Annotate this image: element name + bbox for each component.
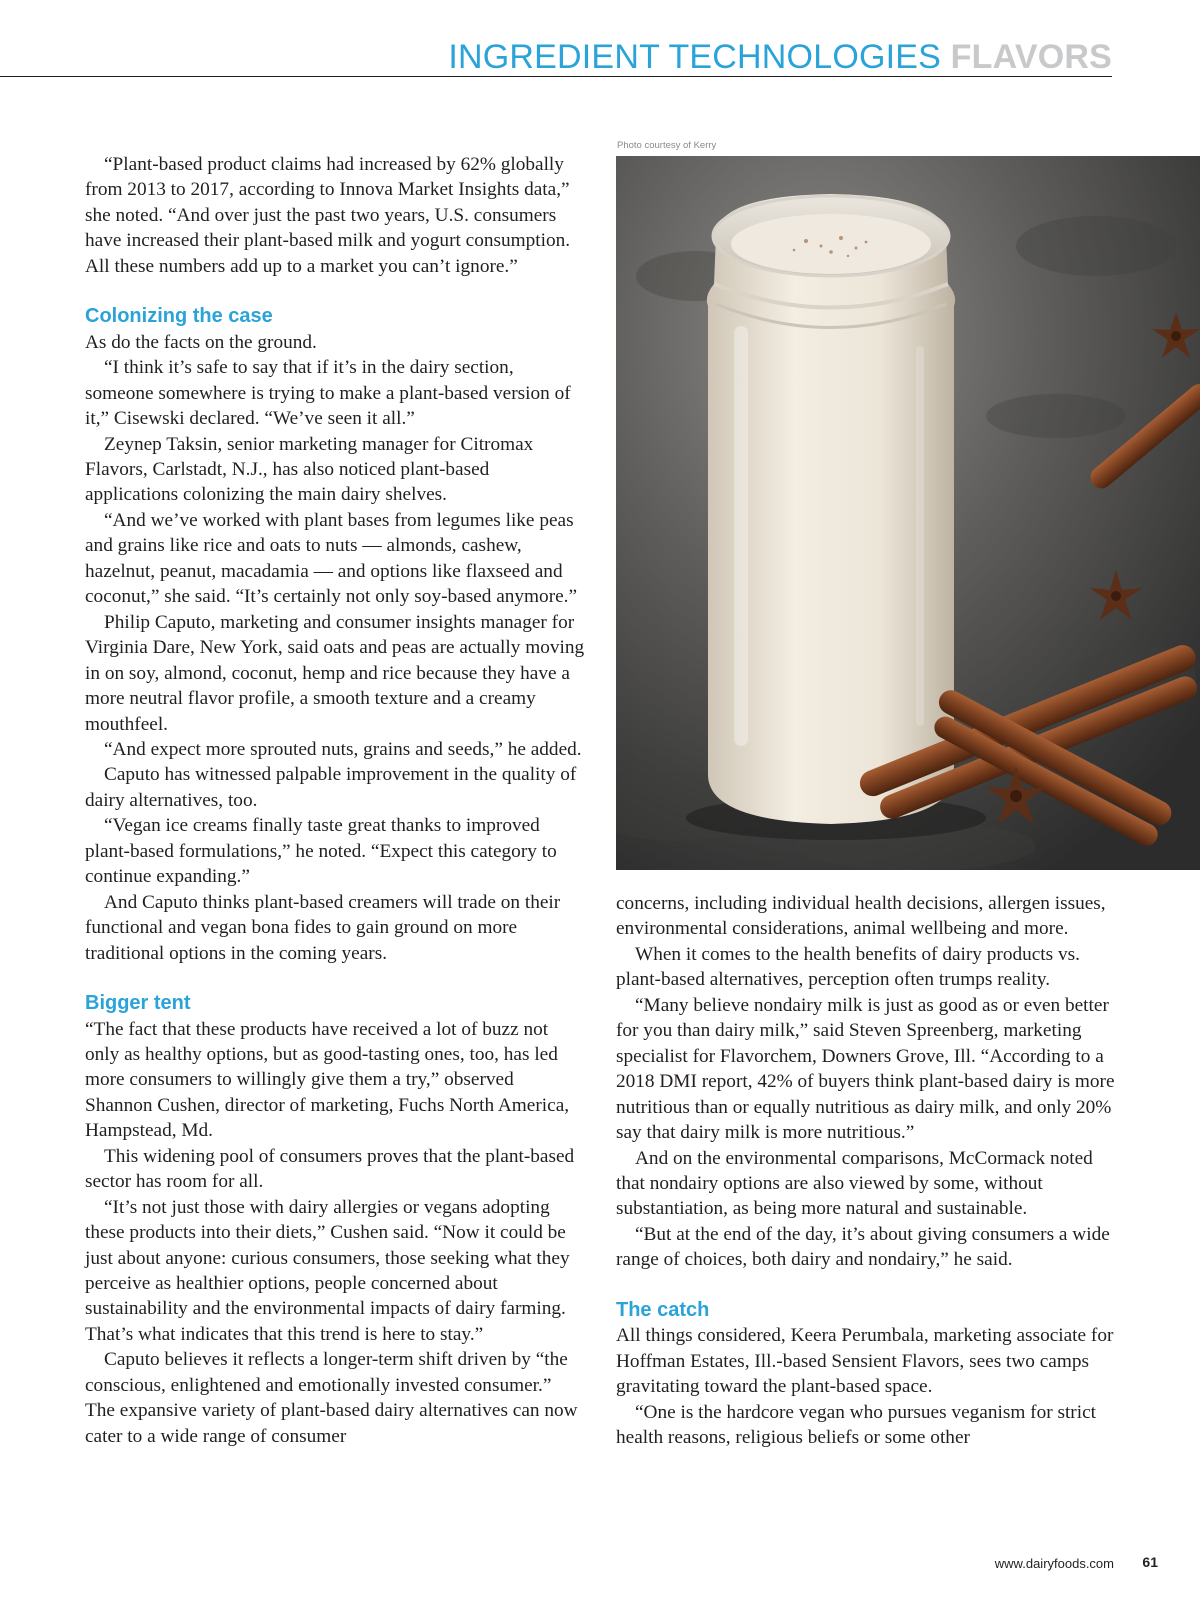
subhead-bigger-tent: Bigger tent — [85, 992, 191, 1015]
subhead-colonizing: Colonizing the case — [85, 305, 273, 328]
subsection-title: FLAVORS — [950, 38, 1112, 76]
paragraph: concerns, including individual health decisions, allergen issues, environmental considerations, animal wellbeing and more. — [616, 893, 1106, 940]
subhead-the-catch: The catch — [616, 1298, 710, 1321]
paragraph: “But at the end of the day, it’s about giving consumers a wide range of choices, both dairy and nondairy,” he said. — [616, 1223, 1110, 1271]
paragraph: Caputo has witnessed palpable improvement in the quality of dairy alternatives, too. — [85, 764, 577, 811]
paragraph: “Vegan ice creams finally taste great thanks to improved plant-based formulations,” he noted. “Expect this category to continue expanding.” — [85, 815, 557, 888]
paragraph: Philip Caputo, marketing and consumer insights manager for Virginia Dare, New York, said oats and peas are actually moving in on soy, almond, coconut, hemp and rice because they have a more neutral flavor profile, a smooth texture and a creamy mouthfeel. — [85, 611, 585, 735]
page-number: 61 — [1142, 1554, 1158, 1570]
section-title: INGREDIENT TECHNOLOGIES — [448, 38, 942, 76]
paragraph: Caputo believes it reflects a longer-term shift driven by “the conscious, enlightened and emotionally invested consumer.” The expansive variety of plant-based dairy alternatives can now cater to a wide range of consumer — [85, 1349, 578, 1447]
paragraph: And on the environmental comparisons, McCormack noted that nondairy options are also viewed by some, without substantiation, as being more natural and sustainable. — [616, 1147, 1093, 1220]
paragraph: Zeynep Taksin, senior marketing manager for Citromax Flavors, Carlstadt, N.J., has also noticed plant-based applications colonizing the main dairy shelves. — [85, 433, 534, 506]
paragraph: As do the facts on the ground. — [85, 331, 317, 353]
paragraph: “It’s not just those with dairy allergies or vegans adopting these products into their diets,” Cushen said. “Now it could be just about anyone: curious consumers, those seeking what they perceive as healthier options, people concerned about sustainability and the environmental impacts of dairy farming. That’s what indicates that this trend is here to stay.” — [85, 1196, 570, 1345]
paragraph: All things considered, Keera Perumbala, marketing associate for Hoffman Estates, Ill.-based Sensient Flavors, sees two camps gravitating toward the plant-based space. — [616, 1325, 1114, 1398]
photo-plant-milk-jar — [616, 156, 1200, 870]
paragraph: When it comes to the health benefits of dairy products vs. plant-based alternatives, perception often trumps reality. — [616, 943, 1080, 991]
paragraph: “And expect more sprouted nuts, grains and seeds,” he added. — [104, 738, 582, 760]
left-column — [85, 152, 585, 1449]
paragraph: “One is the hardcore vegan who pursues veganism for strict health reasons, religious beliefs or some other — [616, 1401, 1096, 1449]
paragraph: “The fact that these products have received a lot of buzz not only as healthy options, but as good-tasting ones, too, has led more consumers to willingly give them a try,” observed Shannon Cushen, director of marketing, Fuchs North America, Hampstead, Md. — [85, 1018, 570, 1142]
footer-website: www.dairyfoods.com — [994, 1556, 1114, 1571]
photo-credit: Photo courtesy of Kerry — [617, 140, 717, 151]
paragraph: This widening pool of consumers proves that the plant-based sector has room for all. — [85, 1145, 575, 1193]
paragraph: “Many believe nondairy milk is just as good as or even better for you than dairy milk,” said Steven Spreenberg, marketing specialist for Flavorchem, Downers Grove, Ill. “According to a 2018 DMI report, 42% of buyers think plant-based dairy is more nutritious than or equally nutritious as dairy milk, and only 20% say that dairy milk is more nutritious.” — [616, 994, 1115, 1144]
paragraph: “I think it’s safe to say that if it’s in the dairy section, someone somewhere is trying to make a plant-based version of it,” Cisewski declared. “We’ve seen it all.” — [85, 357, 571, 430]
right-column — [616, 891, 1116, 1451]
header-rule — [0, 76, 1112, 77]
paragraph: And Caputo thinks plant-based creamers will trade on their functional and vegan bona fides to gain ground on more traditional options in the coming years. — [85, 891, 561, 964]
paragraph: “And we’ve worked with plant bases from legumes like peas and grains like rice and oats to nuts — almonds, cashew, hazelnut, peanut, macadamia — and options like flaxseed and coconut,” she said. “It’s certainly not only soy-based anymore.” — [85, 509, 578, 608]
section-header — [448, 40, 1112, 74]
paragraph: “Plant-based product claims had increased by 62% globally from 2013 to 2017, according to Innova Market Insights data,” she noted. “And over just the past two years, U.S. consumers have increased their plant-based milk and yogurt consumption. All these numbers add up to a market you can’t ignore.” — [85, 154, 571, 277]
